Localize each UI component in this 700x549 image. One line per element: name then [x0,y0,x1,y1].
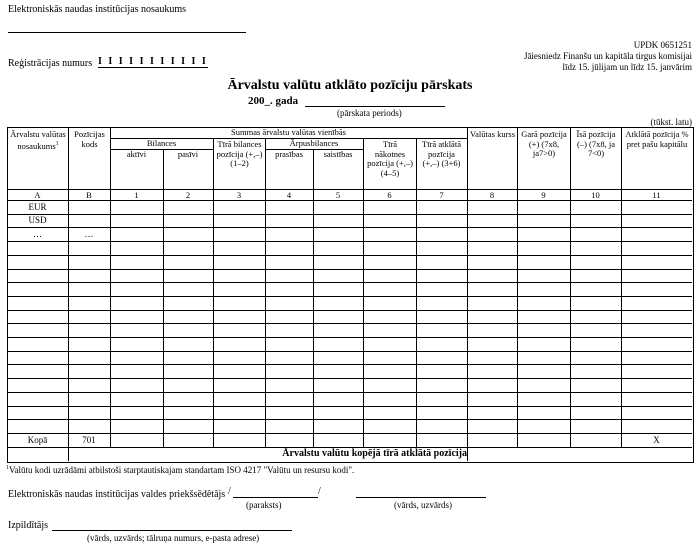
table-cell[interactable] [266,420,313,433]
table-cell[interactable] [571,283,621,296]
header-net-forward: Tīrā nākotnes pozīcija (+,–) (4–5) [367,139,413,178]
table-cell[interactable] [266,256,313,269]
table-cell[interactable] [164,393,213,406]
row-currency-usd: USD [28,215,47,225]
table-cell[interactable] [622,228,692,241]
table-cell[interactable] [111,242,163,255]
table-cell[interactable] [518,256,570,269]
table-cell[interactable] [417,393,467,406]
table-cell[interactable] [622,215,692,228]
table-cell[interactable] [314,215,363,228]
table-cell[interactable] [622,338,692,351]
table-cell[interactable] [518,297,570,310]
table-cell[interactable] [417,297,467,310]
table-cell[interactable] [164,365,213,378]
table-cell[interactable] [266,352,313,365]
table-cell[interactable] [622,283,692,296]
table-cell[interactable] [622,420,692,433]
table-cell[interactable] [364,420,416,433]
table-cell[interactable] [417,311,467,324]
table-cell[interactable] [364,324,416,337]
header-net-open: Tīrā atklātā pozīcija (+,–) (3+6) [422,139,461,168]
table-cell[interactable] [164,297,213,310]
header-obligations: saistības [323,149,353,159]
table-cell[interactable] [111,379,163,392]
table-cell[interactable] [314,228,363,241]
table-cell[interactable] [571,324,621,337]
table-cell[interactable] [417,215,467,228]
table-cell[interactable] [164,256,213,269]
table-cell[interactable] [314,379,363,392]
table-cell[interactable] [518,365,570,378]
table-cell[interactable] [518,270,570,283]
table-cell[interactable] [518,407,570,420]
row-code-more: … [84,229,94,239]
table-cell[interactable] [571,256,621,269]
table-cell[interactable] [214,283,265,296]
table-cell[interactable] [571,420,621,433]
header-rate: Valūtas kurss [469,129,516,139]
table-cell[interactable] [266,297,313,310]
table-cell[interactable] [314,201,363,214]
index-cell: 3 [236,190,242,200]
table-cell[interactable] [417,365,467,378]
table-cell[interactable] [468,311,517,324]
executor-label: Izpildītājs [8,520,48,531]
table-cell[interactable] [622,379,692,392]
table-cell[interactable] [518,352,570,365]
table-cell[interactable] [111,256,163,269]
table-cell[interactable] [571,297,621,310]
table-cell[interactable] [214,215,265,228]
table-cell[interactable] [518,228,570,241]
table-cell[interactable] [571,393,621,406]
table-cell[interactable] [364,215,416,228]
table-cell[interactable] [214,256,265,269]
table-cell[interactable] [518,215,570,228]
table-cell[interactable] [417,338,467,351]
table-cell[interactable] [266,324,313,337]
table-cell[interactable] [364,242,416,255]
signature-field[interactable] [233,497,318,498]
table-cell[interactable] [266,270,313,283]
table-cell[interactable] [314,242,363,255]
table-cell[interactable] [111,311,163,324]
index-cell: 6 [387,190,392,200]
header-liabilities: pasīvi [177,149,199,159]
table-cell[interactable] [266,228,313,241]
table-cell[interactable] [214,311,265,324]
index-cell: 7 [439,190,444,200]
signature-caption: (paraksts) [246,500,282,510]
table-cell[interactable] [314,338,363,351]
table-cell[interactable] [164,338,213,351]
table-cell[interactable] [518,283,570,296]
table-cell[interactable] [314,270,363,283]
table-cell[interactable] [468,393,517,406]
table-cell[interactable] [314,311,363,324]
table-cell[interactable] [622,324,692,337]
table-cell[interactable] [164,311,213,324]
footnote: $^1$Valūtu kodi uzrādāmi atbilstoši starptautiskajam standartam ISO 4217 "Valūtu un resursu kodi". [6,465,355,475]
table-cell[interactable] [417,201,467,214]
chair-name-field[interactable] [356,497,486,498]
table-cell[interactable] [111,324,163,337]
table-cell[interactable] [571,352,621,365]
table-cell[interactable] [468,283,517,296]
table-cell[interactable] [266,215,313,228]
table-cell[interactable] [518,311,570,324]
table-cell[interactable] [314,297,363,310]
table-cell[interactable] [468,338,517,351]
table-cell[interactable] [468,407,517,420]
table-cell[interactable] [622,365,692,378]
table-cell[interactable] [518,393,570,406]
table-cell[interactable] [468,201,517,214]
header-net-balance: Tīrā bilances pozīcija (+,–) (1–2) [216,139,263,168]
table-cell[interactable] [314,393,363,406]
table-cell[interactable] [266,379,313,392]
header-assets: aktīvi [126,149,147,159]
table-cell[interactable] [164,270,213,283]
table-cell[interactable] [111,228,163,241]
total-label: Kopā [27,435,48,445]
header-short-position: Īsā pozīcija (–) (7x8, ja 7<0) [576,129,616,158]
table-cell[interactable] [364,393,416,406]
table-cell[interactable] [111,215,163,228]
page-title: Ārvalstu valūtu atklāto pozīciju pārskats [227,78,473,93]
table-cell[interactable] [164,215,213,228]
table-cell[interactable] [266,393,313,406]
chair-name-caption: (vārds, uzvārds) [394,500,452,510]
table-cell[interactable] [314,256,363,269]
table-cell[interactable] [364,365,416,378]
table-cell[interactable] [518,201,570,214]
year-label: 200_. gada [248,95,299,107]
table-cell[interactable] [364,283,416,296]
table-cell[interactable] [111,407,163,420]
chair-label: Elektroniskās naudas institūcijas valdes priekšsēdētājs [8,489,226,500]
table-cell[interactable] [266,338,313,351]
table-cell[interactable] [622,297,692,310]
table-cell[interactable] [164,283,213,296]
header-claims: prasības [275,149,303,159]
period-caption: (pārskata periods) [337,108,402,118]
table-cell[interactable] [571,228,621,241]
table-cell[interactable] [214,420,265,433]
grand-total-label: Ārvalstu valūtu kopējā tīrā atklātā pozīcija [282,448,467,459]
header-open-pct: Atklātā pozīcija % pret pašu kapitālu [625,129,689,149]
table-cell[interactable] [571,242,621,255]
table-cell[interactable] [364,407,416,420]
header-balance-group: Bilances [146,138,177,148]
table-cell[interactable] [164,379,213,392]
units-label: (tūkst. latu) [650,117,692,127]
table-cell[interactable] [417,270,467,283]
table-cell[interactable] [364,201,416,214]
table-cell[interactable] [468,242,517,255]
table-cell[interactable] [468,365,517,378]
table-cell[interactable] [266,242,313,255]
table-cell[interactable] [164,420,213,433]
table-cell[interactable] [364,297,416,310]
table-cell[interactable] [468,324,517,337]
table-cell[interactable] [111,338,163,351]
table-cell[interactable] [417,352,467,365]
table-cell[interactable] [111,393,163,406]
table-cell[interactable] [164,242,213,255]
table-cell[interactable] [214,407,265,420]
table-cell[interactable] [468,256,517,269]
table-cell[interactable] [314,420,363,433]
index-cell: A [34,190,41,200]
table-cell[interactable] [364,228,416,241]
table-cell[interactable] [468,420,517,433]
total-mark: X [653,435,660,445]
header-offbalance-group: Ārpusbilances [289,138,339,148]
table-cell[interactable] [266,365,313,378]
table-cell[interactable] [364,379,416,392]
table-cell[interactable] [571,215,621,228]
registration-label: Reģistrācijas numurs [8,58,93,69]
table-cell[interactable] [622,270,692,283]
deadline-line: līdz 15. jūlijam un līdz 15. janvārim [562,62,692,72]
table-cell[interactable] [518,338,570,351]
table-cell[interactable] [417,228,467,241]
table-cell[interactable] [314,283,363,296]
index-cell: 11 [652,190,661,200]
table-cell[interactable] [164,228,213,241]
table-cell[interactable] [622,311,692,324]
table-cell[interactable] [417,324,467,337]
table-cell[interactable] [417,379,467,392]
table-cell[interactable] [417,242,467,255]
table-cell[interactable] [518,420,570,433]
row-currency-eur: EUR [28,202,47,212]
table-cell[interactable] [214,352,265,365]
table-cell[interactable] [364,270,416,283]
table-cell[interactable] [214,324,265,337]
table-cell[interactable] [622,393,692,406]
table-cell[interactable] [364,256,416,269]
total-code: 701 [82,435,96,445]
table-cell[interactable] [111,297,163,310]
header-sums-group: Summas ārvalstu valūtas vienībās [231,127,346,137]
index-cell: 2 [185,190,191,200]
period-field[interactable] [305,106,445,107]
table-cell[interactable] [571,407,621,420]
table-cell[interactable] [417,283,467,296]
registration-number-field[interactable]: I I I I I I I I I I I [98,56,208,67]
table-cell[interactable] [468,379,517,392]
table-cell[interactable] [622,201,692,214]
table-cell[interactable] [214,338,265,351]
table-cell[interactable] [468,352,517,365]
table-cell[interactable] [111,201,163,214]
table-cell[interactable] [518,379,570,392]
table-cell[interactable] [111,365,163,378]
index-cell: 10 [591,190,600,200]
table-cell[interactable] [214,242,265,255]
table-cell[interactable] [214,228,265,241]
table-cell[interactable] [314,365,363,378]
table-cell[interactable] [164,324,213,337]
header-currency-name: Ārvalstu valūtas nosaukums$^1$ [10,129,66,151]
table-cell[interactable] [518,242,570,255]
table-cell[interactable] [364,311,416,324]
table-cell[interactable] [111,283,163,296]
table-cell[interactable] [622,242,692,255]
table-cell[interactable] [214,379,265,392]
table-cell[interactable] [111,352,163,365]
index-cell: 9 [541,190,546,200]
table-cell[interactable] [266,311,313,324]
table-cell[interactable] [417,420,467,433]
table-cell[interactable] [111,420,163,433]
index-cell: 8 [489,190,495,200]
index-cell: 4 [286,190,292,200]
form-code: UPDK 0651251 [633,40,692,50]
table-cell[interactable] [164,201,213,214]
table-cell[interactable] [214,270,265,283]
table-cell[interactable] [468,215,517,228]
table-cell[interactable] [364,352,416,365]
table-cell[interactable] [571,201,621,214]
executor-field[interactable] [52,530,292,531]
table-cell[interactable] [364,338,416,351]
header-position-code: Pozīcijas kods [74,129,105,149]
table-cell[interactable] [417,407,467,420]
table-cell[interactable] [266,201,313,214]
table-cell[interactable] [164,352,213,365]
table-cell[interactable] [622,256,692,269]
institution-label: Elektroniskās naudas institūcijas nosaukums [8,4,187,15]
table-cell[interactable] [518,324,570,337]
table-cell[interactable] [417,256,467,269]
table-cell[interactable] [164,407,213,420]
table-cell[interactable] [314,352,363,365]
row-currency-more: … [33,229,42,239]
executor-caption: (vārds, uzvārds; tālruņa numurs, e-pasta adrese) [87,533,260,543]
table-cell[interactable] [214,365,265,378]
table-cell[interactable] [468,228,517,241]
table-cell[interactable] [571,379,621,392]
table-cell[interactable] [214,297,265,310]
index-cell: 1 [134,190,139,200]
table-cell[interactable] [266,407,313,420]
table-cell[interactable] [314,407,363,420]
positions-table [7,127,694,463]
index-cell: 5 [335,190,341,200]
table-cell[interactable] [111,270,163,283]
table-cell[interactable] [622,407,692,420]
table-cell[interactable] [468,270,517,283]
table-cell[interactable] [571,365,621,378]
table-cell[interactable] [314,324,363,337]
header-long-position: Garā pozīcija (+) (7x8, ja7>0) [521,129,567,158]
table-cell[interactable] [214,201,265,214]
table-cell[interactable] [622,352,692,365]
table-cell[interactable] [571,338,621,351]
institution-name-field[interactable] [8,32,246,33]
table-cell[interactable] [214,393,265,406]
table-cell[interactable] [571,270,621,283]
table-cell[interactable] [266,283,313,296]
index-cell: B [86,190,92,200]
table-cell[interactable] [468,297,517,310]
table-cell[interactable] [571,311,621,324]
submitter-line: Jāiesniedz Finanšu un kapitāla tirgus komisijai [523,51,692,61]
